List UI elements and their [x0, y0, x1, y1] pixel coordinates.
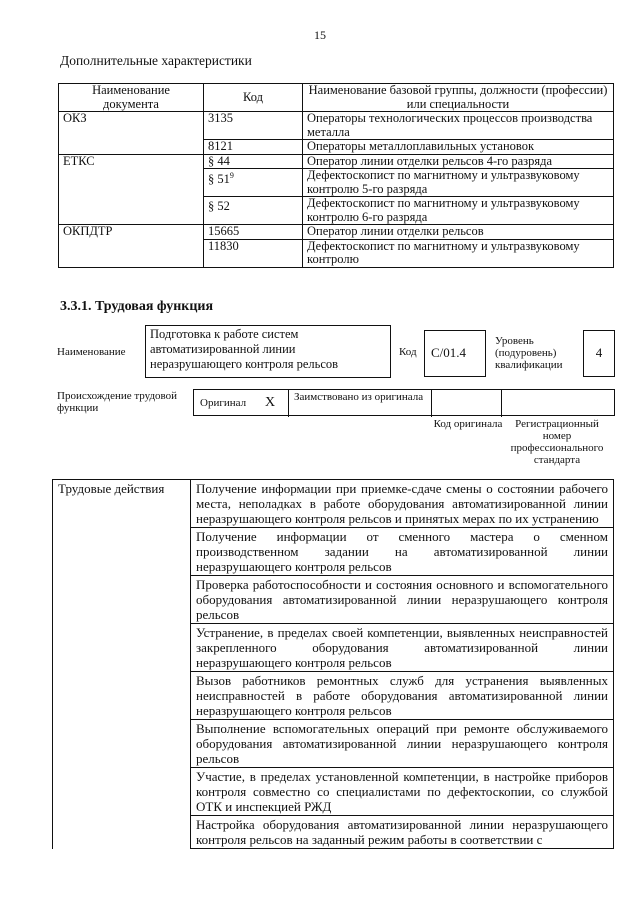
labor-action-item: Устранение, в пределах своей компетенции, выявленных неисправностей закрепленного оборудования автоматизированной линии неразрушающего контроля рельсов — [191, 624, 614, 672]
origin-divider — [288, 390, 289, 417]
labor-action-item: Получение информации от сменного мастера о сменном производственном задании на автоматизированной линии неразрушающего контроля рельсов — [191, 528, 614, 576]
function-code-box: C/01.4 — [424, 330, 486, 377]
borrowed-label: Заимствовано из оригинала — [294, 391, 424, 403]
table-cell — [59, 169, 204, 197]
table-cell — [59, 140, 204, 155]
origin-table — [193, 389, 615, 416]
code-original-label: Код оригинала — [433, 418, 503, 430]
table-row — [59, 169, 614, 197]
table-cell: Операторы технологических процессов производства металла — [303, 112, 614, 140]
table-row — [59, 225, 614, 240]
characteristics-table — [58, 83, 614, 268]
code-label: Код — [399, 346, 417, 358]
table-row — [59, 112, 614, 140]
table-cell: 11830 — [204, 239, 303, 267]
table-header-row — [59, 84, 614, 112]
table-row — [53, 480, 614, 528]
table-cell: Оператор линии отделки рельсов — [303, 225, 614, 240]
table-cell: Дефектоскопист по магнитному и ультразвуковому контролю 6-го разряда — [303, 197, 614, 225]
table-cell: 15665 — [204, 225, 303, 240]
table-row — [59, 154, 614, 169]
column-header: Наименование базовой группы, должности (профессии) или специальности — [303, 84, 614, 112]
labor-action-item: Проверка работоспособности и состояния основного и вспомогательного оборудования автоматизированной линии неразрушающего контроля рельсов — [191, 576, 614, 624]
table-cell: ОКЗ — [59, 112, 204, 140]
table-cell: Операторы металлоплавильных установок — [303, 140, 614, 155]
table-cell: ЕТКС — [59, 154, 204, 169]
table-cell — [204, 169, 303, 197]
table-row — [59, 197, 614, 225]
origin-label: Происхождение трудовой функции — [57, 390, 178, 414]
labor-action-item: Настройка оборудования автоматизированной линии неразрушающего контроля рельсов на заданный режим работы в соответствии с — [191, 816, 614, 849]
labor-function-title: 3.3.1. Трудовая функция — [60, 299, 214, 314]
labor-action-item: Вызов работников ремонтных служб для устранения выявленных неисправностей в работе оборудования автоматизированной линии неразрушающего контроля рельсов — [191, 672, 614, 720]
function-name-box: Подготовка к работе систем автоматизированной линии неразрушающего контроля рельсов — [145, 325, 391, 378]
origin-divider — [431, 390, 432, 417]
table-cell — [59, 239, 204, 267]
table-cell: 8121 — [204, 140, 303, 155]
labor-action-item: Получение информации при приемке-сдаче смены о состоянии рабочего места, неполадках в работе оборудования автоматизированной линии неразрушающего контроля рельсов и принятых мерах по их устранению — [191, 480, 614, 528]
labor-action-item: Выполнение вспомогательных операций при ремонте обслуживаемого оборудования автоматизированной линии неразрушающего контроля рельсов — [191, 720, 614, 768]
labor-actions-table — [52, 479, 614, 849]
table-row — [59, 140, 614, 155]
labor-action-item: Участие, в пределах установленной компетенции, в настройке приборов контроля совместно со специалистами по дефектоскопии, со службой ОТК и инспекцией РЖД — [191, 768, 614, 816]
name-label: Наименование — [57, 346, 126, 358]
level-value-box: 4 — [583, 330, 615, 377]
page-number: 15 — [314, 28, 326, 42]
table-cell: ОКПДТР — [59, 225, 204, 240]
code-superscript: 9 — [229, 171, 234, 180]
column-header: Код — [204, 84, 303, 112]
original-mark: X — [265, 395, 276, 410]
table-cell: § 52 — [204, 197, 303, 225]
level-label: Уровень (подуровень) квалификации — [495, 335, 563, 371]
reg-number-label: Регистрационный номер профессионального стандарта — [510, 418, 604, 466]
table-cell: Дефектоскопист по магнитному и ультразвуковому контролю — [303, 239, 614, 267]
table-cell: Оператор линии отделки рельсов 4-го разряда — [303, 154, 614, 169]
code-text: § 51 — [208, 172, 230, 187]
table-cell: § 44 — [204, 154, 303, 169]
table-row — [59, 239, 614, 267]
original-label: Оригинал — [200, 397, 247, 409]
table-cell: 3135 — [204, 112, 303, 140]
table-cell: Дефектоскопист по магнитному и ультразвуковому контролю 5-го разряда — [303, 169, 614, 197]
origin-divider — [501, 390, 502, 417]
table-cell — [59, 197, 204, 225]
column-header: Наименование документа — [59, 84, 204, 112]
labor-actions-header: Трудовые действия — [53, 480, 191, 849]
section-title: Дополнительные характеристики — [60, 53, 252, 68]
